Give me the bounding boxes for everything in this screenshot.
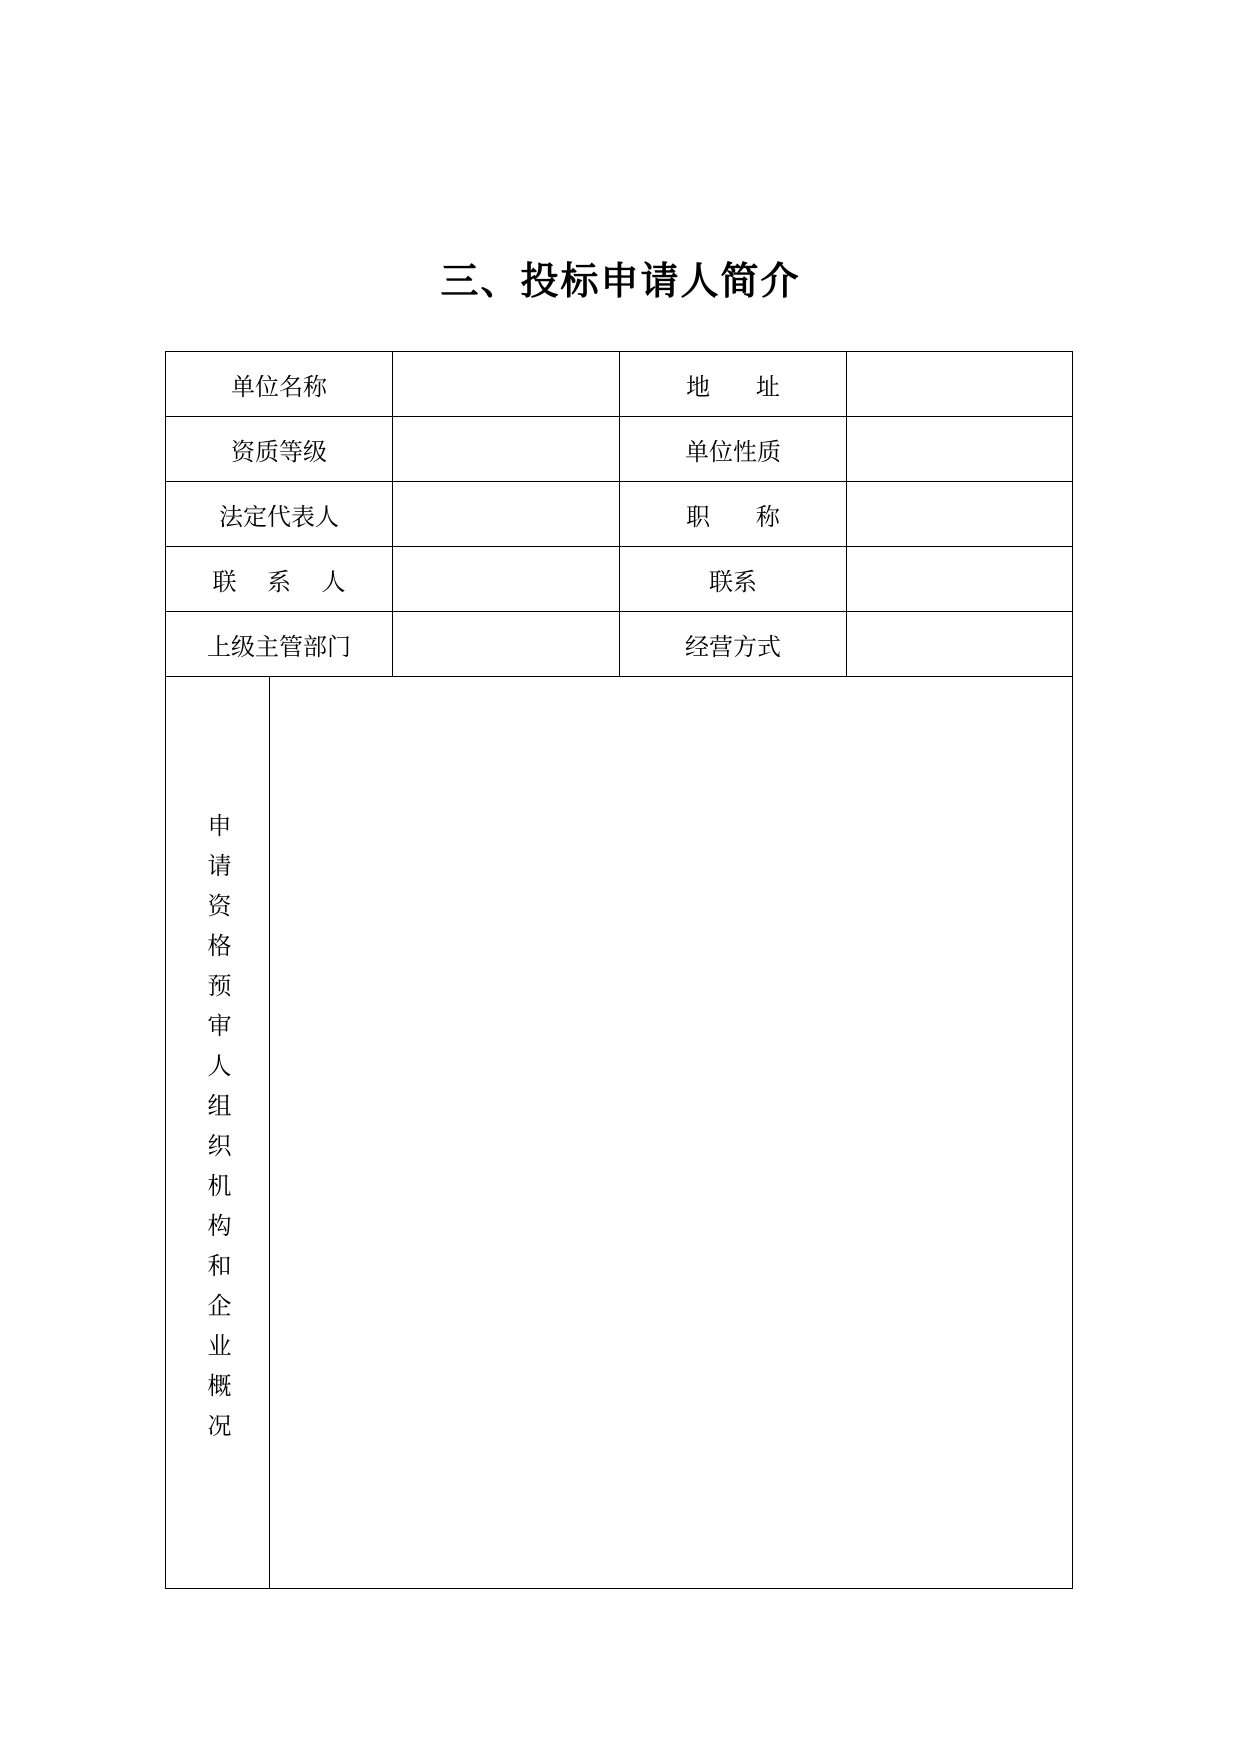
- legal-representative-label: 法定代表人: [166, 482, 393, 546]
- job-title-field[interactable]: [847, 482, 1074, 546]
- company-nature-label: 单位性质: [620, 417, 847, 481]
- company-nature-field[interactable]: [847, 417, 1074, 481]
- supervising-department-field[interactable]: [393, 612, 620, 676]
- business-mode-field[interactable]: [847, 612, 1074, 676]
- table-row: [166, 612, 1072, 677]
- table-row: [166, 352, 1072, 417]
- qualification-level-label: 资质等级: [166, 417, 393, 481]
- contact-field[interactable]: [847, 547, 1074, 611]
- contact-person-field[interactable]: [393, 547, 620, 611]
- organization-profile-row: [166, 677, 1072, 1588]
- business-mode-label: 经营方式: [620, 612, 847, 676]
- address-field[interactable]: [847, 352, 1074, 416]
- company-name-label: 单位名称: [166, 352, 393, 416]
- legal-representative-field[interactable]: [393, 482, 620, 546]
- job-title-label: 职 称: [620, 482, 847, 546]
- table-row: [166, 417, 1072, 482]
- page-title: 三、投标申请人简介: [440, 258, 801, 303]
- supervising-department-label: 上级主管部门: [166, 612, 393, 676]
- table-row: [166, 547, 1072, 612]
- table-row: [166, 482, 1072, 547]
- organization-profile-field[interactable]: [270, 677, 1072, 1588]
- contact-person-label: 联 系 人: [166, 547, 393, 611]
- address-label: 地 址: [620, 352, 847, 416]
- organization-profile-label: 申请资格预审人组织机构和企业概况: [203, 812, 231, 1453]
- qualification-level-field[interactable]: [393, 417, 620, 481]
- applicant-info-table: [165, 351, 1073, 1589]
- organization-profile-label-cell: [166, 677, 270, 1588]
- company-name-field[interactable]: [393, 352, 620, 416]
- contact-label: 联系: [620, 547, 847, 611]
